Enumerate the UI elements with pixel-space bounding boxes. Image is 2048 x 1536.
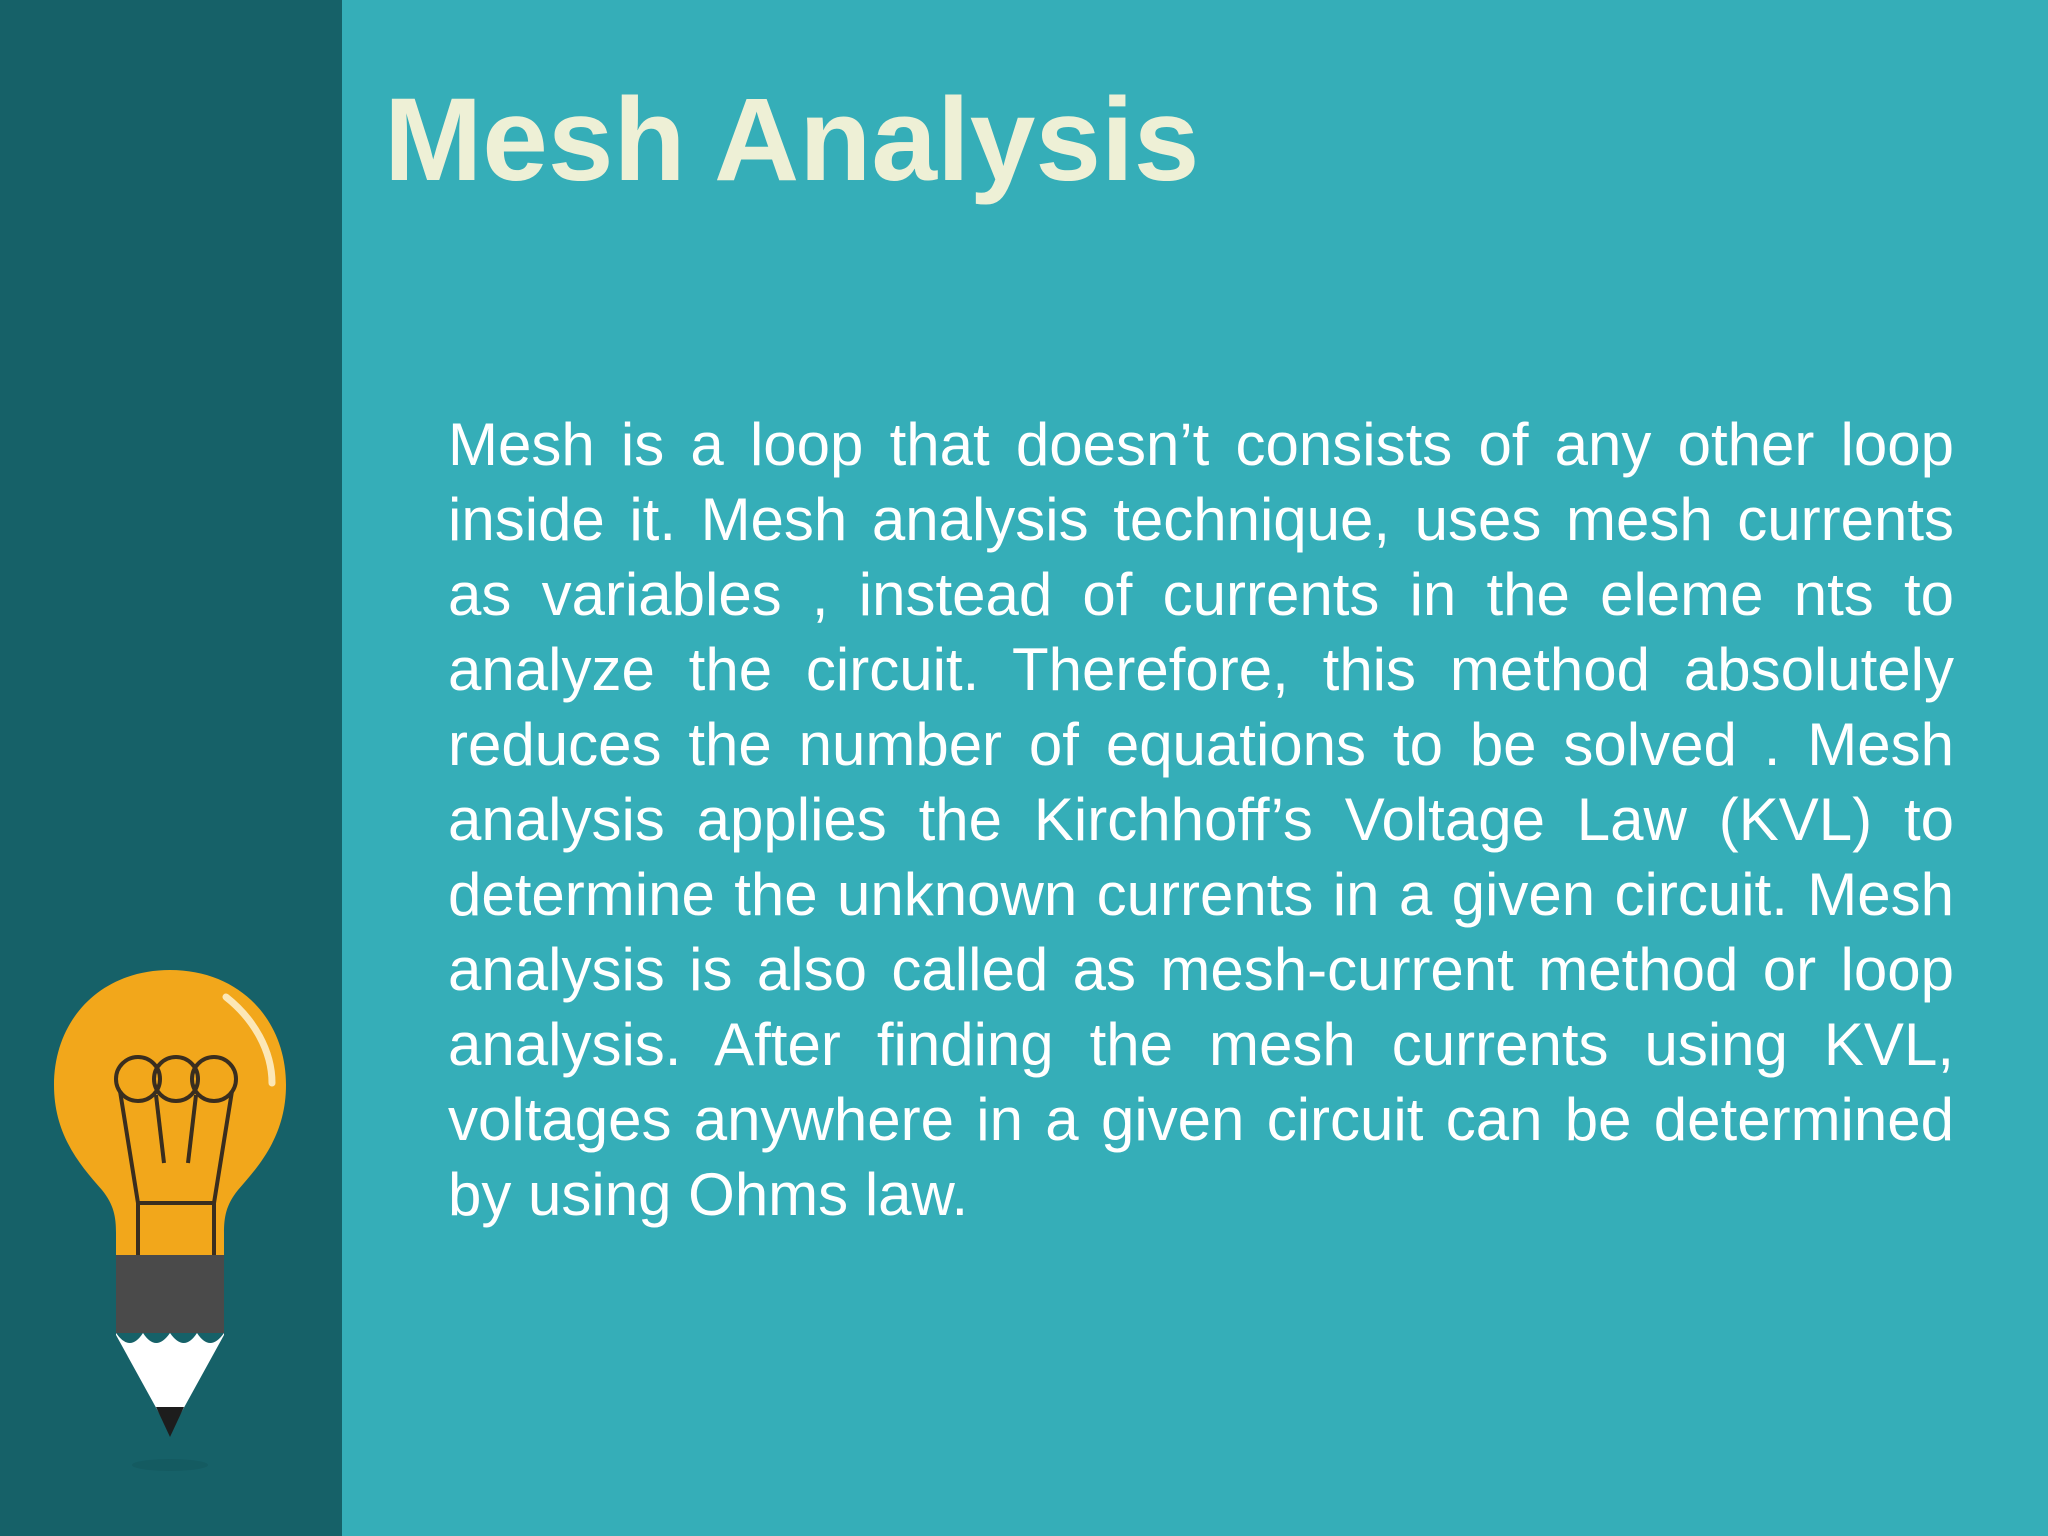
slide-title: Mesh Analysis	[384, 74, 1200, 206]
lightbulb-pencil-icon	[40, 955, 300, 1475]
slide-body-text: Mesh is a loop that doesn’t consists of any other loop inside it. Mesh analysis technique, uses mesh currents as variables , instead of currents in the eleme nts to analyze the circuit. Therefore, this method absolutely reduces the number of equations to be solved . Mesh analysis applies the Kirchhoff’s Voltage Law (KVL) to determine the unknown currents in a given circuit. Mesh analysis is also called as mesh-current method or loop analysis. After finding the mesh currents using KVL, voltages anywhere in a given circuit can be determined by using Ohms law.	[448, 411, 1954, 1228]
